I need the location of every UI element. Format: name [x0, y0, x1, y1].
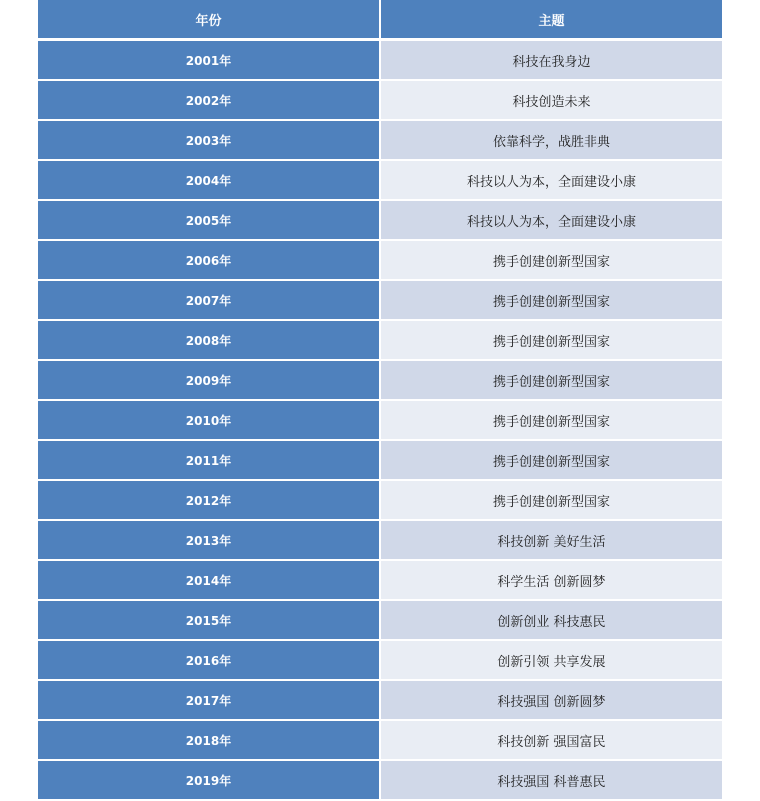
theme-cell: 创新引领 共享发展	[381, 641, 722, 681]
year-cell: 2012年	[38, 481, 381, 521]
table-row	[38, 401, 722, 441]
year-cell: 2019年	[38, 761, 381, 801]
theme-cell: 科技强国 科普惠民	[381, 761, 722, 801]
table-row	[38, 561, 722, 601]
year-cell: 2011年	[38, 441, 381, 481]
table-row	[38, 441, 722, 481]
table-header	[38, 0, 722, 41]
header-theme: 主题	[381, 0, 722, 41]
header-row	[38, 0, 722, 41]
theme-cell: 科技在我身边	[381, 41, 722, 81]
table-row	[38, 641, 722, 681]
table-row	[38, 761, 722, 801]
theme-cell: 科技以人为本，全面建设小康	[381, 161, 722, 201]
table-row	[38, 681, 722, 721]
table-row	[38, 241, 722, 281]
theme-cell: 依靠科学，战胜非典	[381, 121, 722, 161]
year-cell: 2009年	[38, 361, 381, 401]
year-cell: 2010年	[38, 401, 381, 441]
year-cell: 2008年	[38, 321, 381, 361]
table-row	[38, 121, 722, 161]
theme-cell: 科学生活 创新圆梦	[381, 561, 722, 601]
year-cell: 2003年	[38, 121, 381, 161]
year-cell: 2001年	[38, 41, 381, 81]
theme-table	[38, 0, 722, 801]
year-cell: 2014年	[38, 561, 381, 601]
table-row	[38, 321, 722, 361]
table-row	[38, 601, 722, 641]
year-cell: 2015年	[38, 601, 381, 641]
theme-cell: 携手创建创新型国家	[381, 401, 722, 441]
year-cell: 2013年	[38, 521, 381, 561]
year-cell: 2004年	[38, 161, 381, 201]
theme-cell: 携手创建创新型国家	[381, 481, 722, 521]
table-row	[38, 721, 722, 761]
theme-cell: 科技强国 创新圆梦	[381, 681, 722, 721]
theme-cell: 携手创建创新型国家	[381, 281, 722, 321]
table-row	[38, 281, 722, 321]
table-row	[38, 81, 722, 121]
table-row	[38, 41, 722, 81]
table-row	[38, 481, 722, 521]
table-row	[38, 521, 722, 561]
year-cell: 2007年	[38, 281, 381, 321]
table-row	[38, 361, 722, 401]
header-year: 年份	[38, 0, 381, 41]
theme-cell: 携手创建创新型国家	[381, 361, 722, 401]
theme-cell: 科技以人为本，全面建设小康	[381, 201, 722, 241]
theme-cell: 科技创造未来	[381, 81, 722, 121]
table-row	[38, 161, 722, 201]
theme-cell: 科技创新 美好生活	[381, 521, 722, 561]
theme-cell: 携手创建创新型国家	[381, 441, 722, 481]
year-cell: 2002年	[38, 81, 381, 121]
year-cell: 2006年	[38, 241, 381, 281]
table-body	[38, 41, 722, 801]
theme-cell: 创新创业 科技惠民	[381, 601, 722, 641]
theme-cell: 科技创新 强国富民	[381, 721, 722, 761]
year-cell: 2005年	[38, 201, 381, 241]
theme-cell: 携手创建创新型国家	[381, 321, 722, 361]
year-cell: 2016年	[38, 641, 381, 681]
year-cell: 2018年	[38, 721, 381, 761]
theme-cell: 携手创建创新型国家	[381, 241, 722, 281]
year-cell: 2017年	[38, 681, 381, 721]
table-row	[38, 201, 722, 241]
